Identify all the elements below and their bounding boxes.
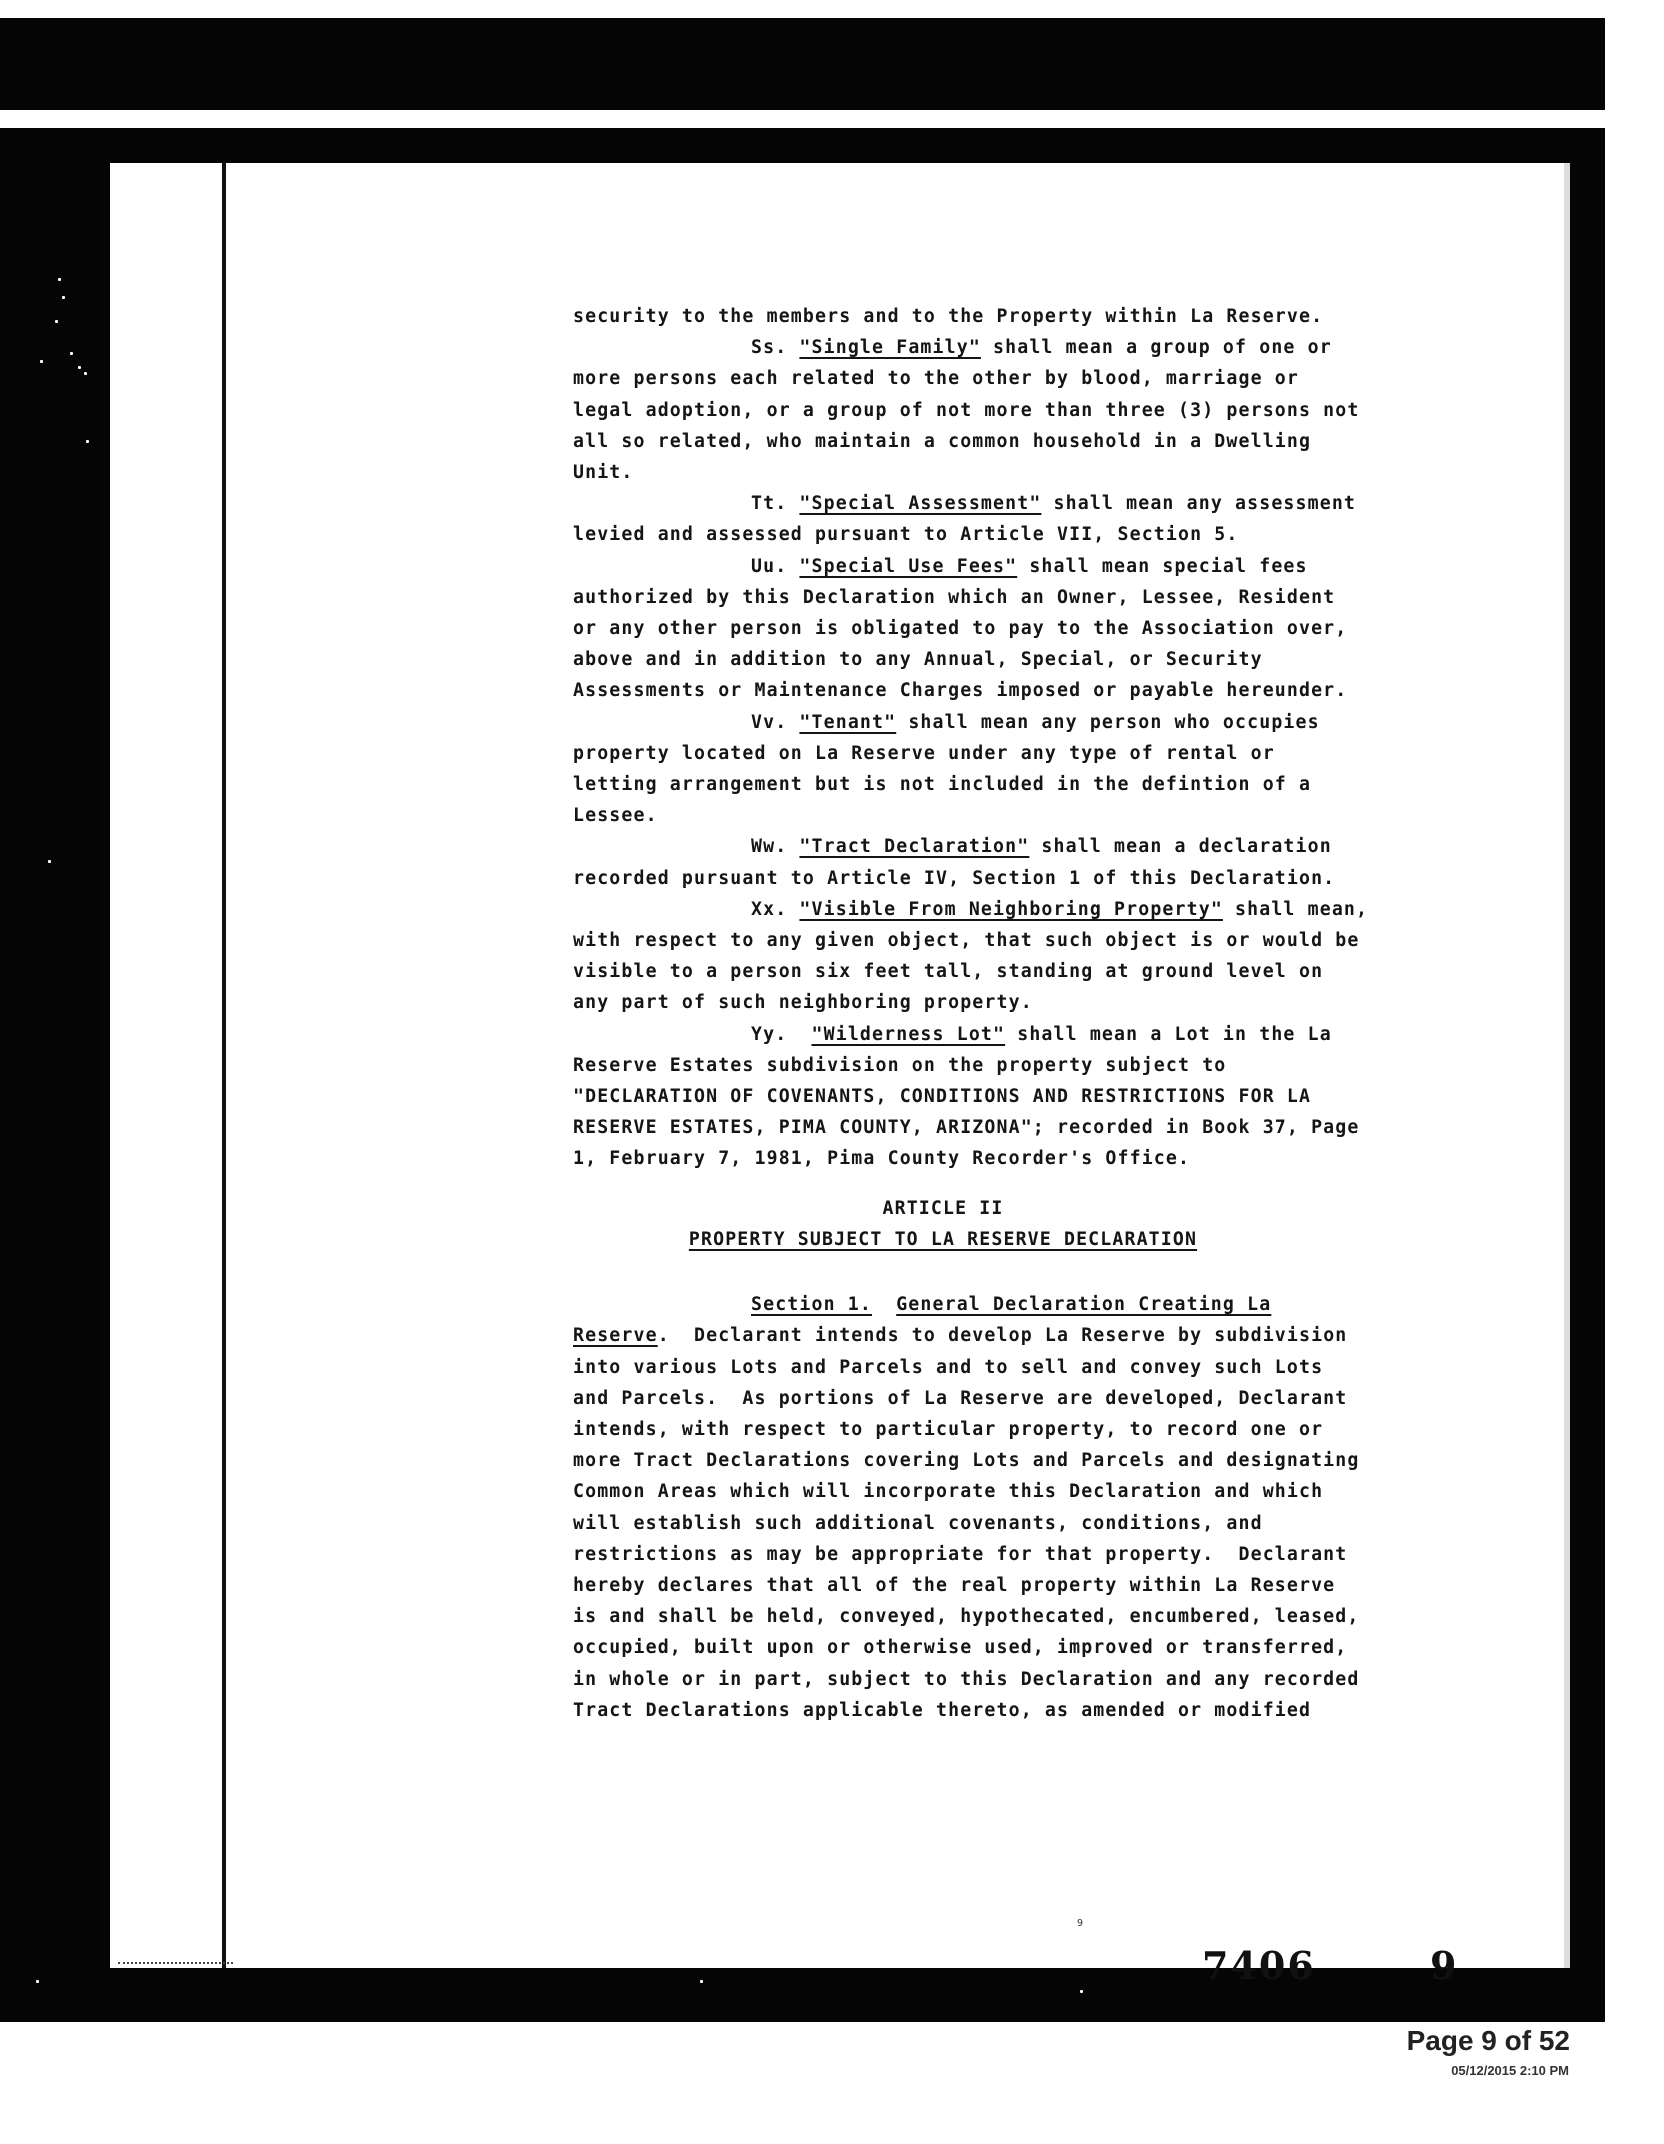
definition-label: Ss. [751,337,788,359]
definition-line: Lessee. [573,805,658,827]
section-line: and Parcels. As portions of La Reserve are developed, Declarant [573,1387,1348,1409]
definition-term: "Visible From Neighboring Property" [799,898,1223,920]
scan-speck [55,320,58,323]
definition-label: Uu. [751,555,788,577]
definition-line: 1, February 7, 1981, Pima County Recorder's Office. [573,1148,1191,1170]
definition-ww [573,831,1393,893]
definition-line: above and in addition to any Annual, Special, or Security [573,649,1263,671]
section-line: intends, with respect to particular property, to record one or [573,1418,1324,1440]
section-text: . Declarant intends to develop La Reserve by subdivision [657,1325,1348,1347]
recorder-page-stamp: 9 [1430,1943,1457,1988]
scan-speck [86,440,89,443]
scan-speck [36,1980,39,1983]
page-binding-line [222,163,226,1968]
article-heading [573,1193,1393,1255]
definition-line: property located on La Reserve under any type of rental or [573,742,1275,764]
scan-speck [40,360,43,363]
definition-line: legal adoption, or a group of not more than three (3) persons not [573,399,1360,421]
document-page [110,163,1570,1988]
definition-text: shall mean special fees [1017,555,1308,577]
section-line: hereby declares that all of the real property within La Reserve [573,1574,1336,1596]
section-line: more Tract Declarations covering Lots and Parcels and designating [573,1450,1360,1472]
definition-text: shall mean any person who occupies [896,711,1320,733]
section-line: into various Lots and Parcels and to sell and convey such Lots [573,1356,1324,1378]
definition-text: shall mean a declaration [1029,836,1332,858]
scan-speck [70,352,73,355]
definition-text: shall mean a group of one or [980,337,1332,359]
definition-label: Yy. [751,1023,788,1045]
definition-label: Vv. [751,711,788,733]
definition-label: Tt. [751,493,788,515]
section-line: restrictions as may be appropriate for that property. Declarant [573,1543,1348,1565]
definition-term: "Special Use Fees" [799,555,1018,577]
section-line: occupied, built upon or otherwise used, improved or transferred, [573,1637,1348,1659]
definition-uu [573,551,1393,707]
definition-line: all so related, who maintain a common household in a Dwelling [573,430,1312,452]
scan-frame-gap [0,110,1605,128]
definition-yy [573,1019,1393,1175]
section-label: Section 1. [751,1294,872,1316]
definition-line: recorded pursuant to Article IV, Section 1 of this Declaration. [573,867,1336,889]
scan-top-margin [0,0,1605,18]
definition-term: "Wilderness Lot" [811,1023,1006,1045]
intro-line: security to the members and to the Property within La Reserve. [573,306,1324,327]
definition-ss [573,332,1393,488]
definition-vv [573,707,1393,832]
scan-speck [58,278,61,281]
footer-page-number: 9 [1077,1918,1084,1929]
section-line: is and shall be held, conveyed, hypothecated, encumbered, leased, [573,1606,1360,1628]
definition-line: authorized by this Declaration which an Owner, Lessee, Resident [573,586,1336,608]
definition-term: "Special Assessment" [799,493,1042,515]
section-heading-continued: Reserve [573,1325,658,1347]
definition-line: or any other person is obligated to pay to the Association over, [573,618,1348,640]
definition-line: "DECLARATION OF COVENANTS, CONDITIONS AND RESTRICTIONS FOR LA [573,1086,1312,1108]
scan-speck [48,860,51,863]
definition-line: Assessments or Maintenance Charges imposed or payable hereunder. [573,680,1348,702]
article-subtitle: PROPERTY SUBJECT TO LA RESERVE DECLARATION [688,1228,1198,1250]
definition-line: Reserve Estates subdivision on the property subject to [573,1054,1227,1076]
page-indicator: Page 9 of 52 [1406,2025,1570,2056]
definition-line: with respect to any given object, that such object is or would be [573,930,1360,952]
definition-text: shall mean any assessment [1041,493,1357,515]
definition-term: "Single Family" [799,337,981,359]
definition-term: "Tract Declaration" [799,836,1030,858]
definition-line: Unit. [573,462,634,484]
definition-line: levied and assessed pursuant to Article VII, Section 5. [573,524,1239,546]
section-1 [573,1289,1393,1726]
definition-line: RESERVE ESTATES, PIMA COUNTY, ARIZONA"; recorded in Book 37, Page [573,1117,1360,1139]
article-title: ARTICLE II [882,1197,1004,1219]
document-body [573,301,1393,1726]
scan-speck [1080,1990,1083,1993]
definition-line: visible to a person six feet tall, standing at ground level on [573,961,1324,983]
definition-line: letting arrangement but is not included in the defintion of a [573,774,1312,796]
section-line: Common Areas which will incorporate this Declaration and which [573,1481,1324,1503]
definition-xx [573,894,1393,1019]
print-timestamp: 05/12/2015 2:10 PM [1451,2063,1569,2078]
definition-tt [573,488,1393,550]
section-line: in whole or in part, subject to this Declaration and any recorded [573,1668,1360,1690]
definition-term: "Tenant" [799,711,897,733]
scan-speck [62,296,65,299]
recorder-docket-stamp: 7406 [1202,1943,1316,1988]
definition-label: Ww. [751,836,788,858]
page-right-edge [1564,163,1570,1968]
definition-text: shall mean a Lot in the La [1005,1023,1332,1045]
scan-speck [700,1980,703,1983]
definition-label: Xx. [751,898,788,920]
scan-speck [84,372,87,375]
scan-speck [78,366,81,369]
section-line: will establish such additional covenants, conditions, and [573,1512,1263,1534]
page-scan-artifact [118,1962,233,1966]
section-line: Tract Declarations applicable thereto, as amended or modified [573,1699,1312,1721]
definition-text: shall mean, [1222,898,1369,920]
definition-line: more persons each related to the other by blood, marriage or [573,368,1299,390]
section-heading: General Declaration Creating La [896,1294,1272,1316]
definition-line: any part of such neighboring property. [573,992,1033,1014]
